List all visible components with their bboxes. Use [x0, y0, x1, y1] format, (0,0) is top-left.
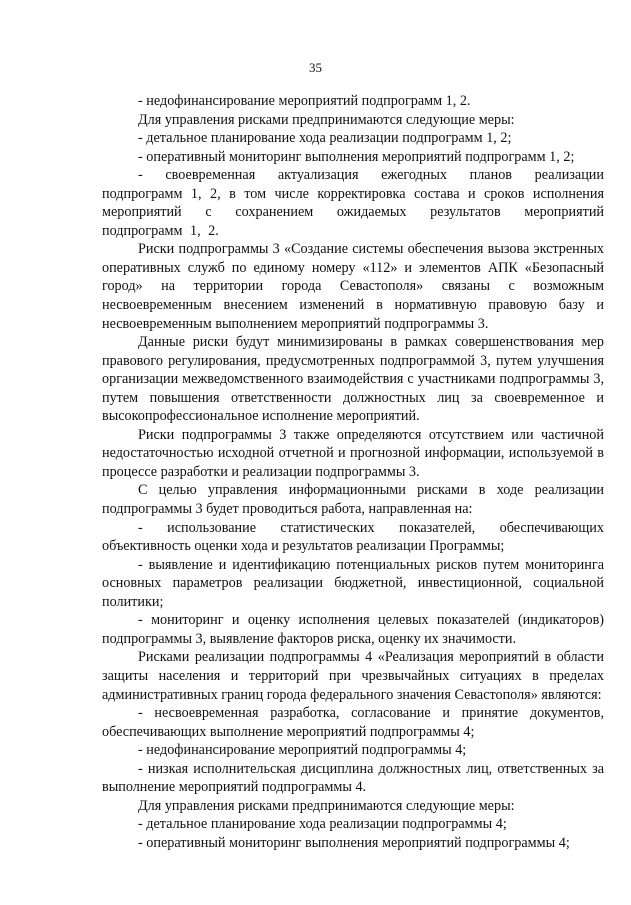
page-number: 35 — [309, 60, 322, 75]
paragraph: С целью управления информационными рисками в ходе реализации подпрограммы 3 будет проводиться работа, направленная на: — [102, 482, 604, 518]
paragraph: Для управления рисками предпринимаются следующие меры: — [138, 797, 515, 814]
paragraph: Для управления рисками предпринимаются следующие меры: — [138, 111, 515, 128]
paragraph: Риски подпрограммы 3 «Создание системы обеспечения вызова экстренных оперативных служб по единому номеру «112» и элементов АПК «Безопасный город» на территории города Севастополя» связаны с возможным несвоевременным внесением изменений в нормативную правовую базу и несвоевременным выполнением мероприятий подпрограммы 3. — [102, 241, 604, 332]
paragraph: Риски подпрограммы 3 также определяются отсутствием или частичной недостаточностью исходной отчетной и прогнозной информации, используемой в процессе разработки и реализации подпрограммы 3. — [102, 426, 604, 480]
paragraph: - своевременная актуализация ежегодных планов реализации подпрограмм 1, 2, в том числе корректировка состава и сроков исполнения мероприятий с сохранением ожидаемых результатов мероприятий подпрограмм 1, 2. — [102, 167, 604, 239]
paragraph: - выявление и идентификацию потенциальных рисков путем мониторинга основных параметров реализации бюджетной, инвестиционной, социальной политики; — [102, 556, 604, 610]
paragraph: - недофинансирование мероприятий подпрограммы 4; — [138, 742, 467, 759]
paragraph: - детальное планирование хода реализации подпрограмм 1, 2; — [138, 130, 512, 147]
paragraph: - оперативный мониторинг выполнения мероприятий подпрограмм 1, 2; — [138, 148, 575, 165]
paragraph: - оперативный мониторинг выполнения мероприятий подпрограммы 4; — [138, 834, 570, 851]
paragraph: - детальное планирование хода реализации подпрограммы 4; — [138, 816, 507, 833]
paragraph: - мониторинг и оценку исполнения целевых показателей (индикаторов) подпрограммы 3, выявление факторов риска, оценку их значимости. — [102, 612, 604, 647]
paragraph: - низкая исполнительская дисциплина должностных лиц, ответственных за выполнение мероприятий подпрограммы 4. — [102, 760, 604, 796]
paragraph: Рисками реализации подпрограммы 4 «Реализация мероприятий в области защиты населения и территорий при чрезвычайных ситуациях в пределах административных границ города федерального значения Севастополя» являются: — [102, 649, 604, 703]
document-body — [102, 92, 604, 852]
paragraph: Данные риски будут минимизированы в рамках совершенствования мер правового регулирования, предусмотренных подпрограммой 3, путем улучшения организации межведомственного взаимодействия с участниками подпрограммы 3, путем повышения ответственности должностных лиц за своевременное и высокопрофессиональное исполнение мероприятий. — [102, 334, 604, 425]
paragraph: - несвоевременная разработка, согласование и принятие документов, обеспечивающих выполнение мероприятий подпрограммы 4; — [102, 705, 604, 740]
paragraph: - использование статистических показателей, обеспечивающих объективность оценки хода и результатов реализации Программы; — [102, 519, 604, 555]
paragraph: - недофинансирование мероприятий подпрограмм 1, 2. — [138, 93, 471, 109]
